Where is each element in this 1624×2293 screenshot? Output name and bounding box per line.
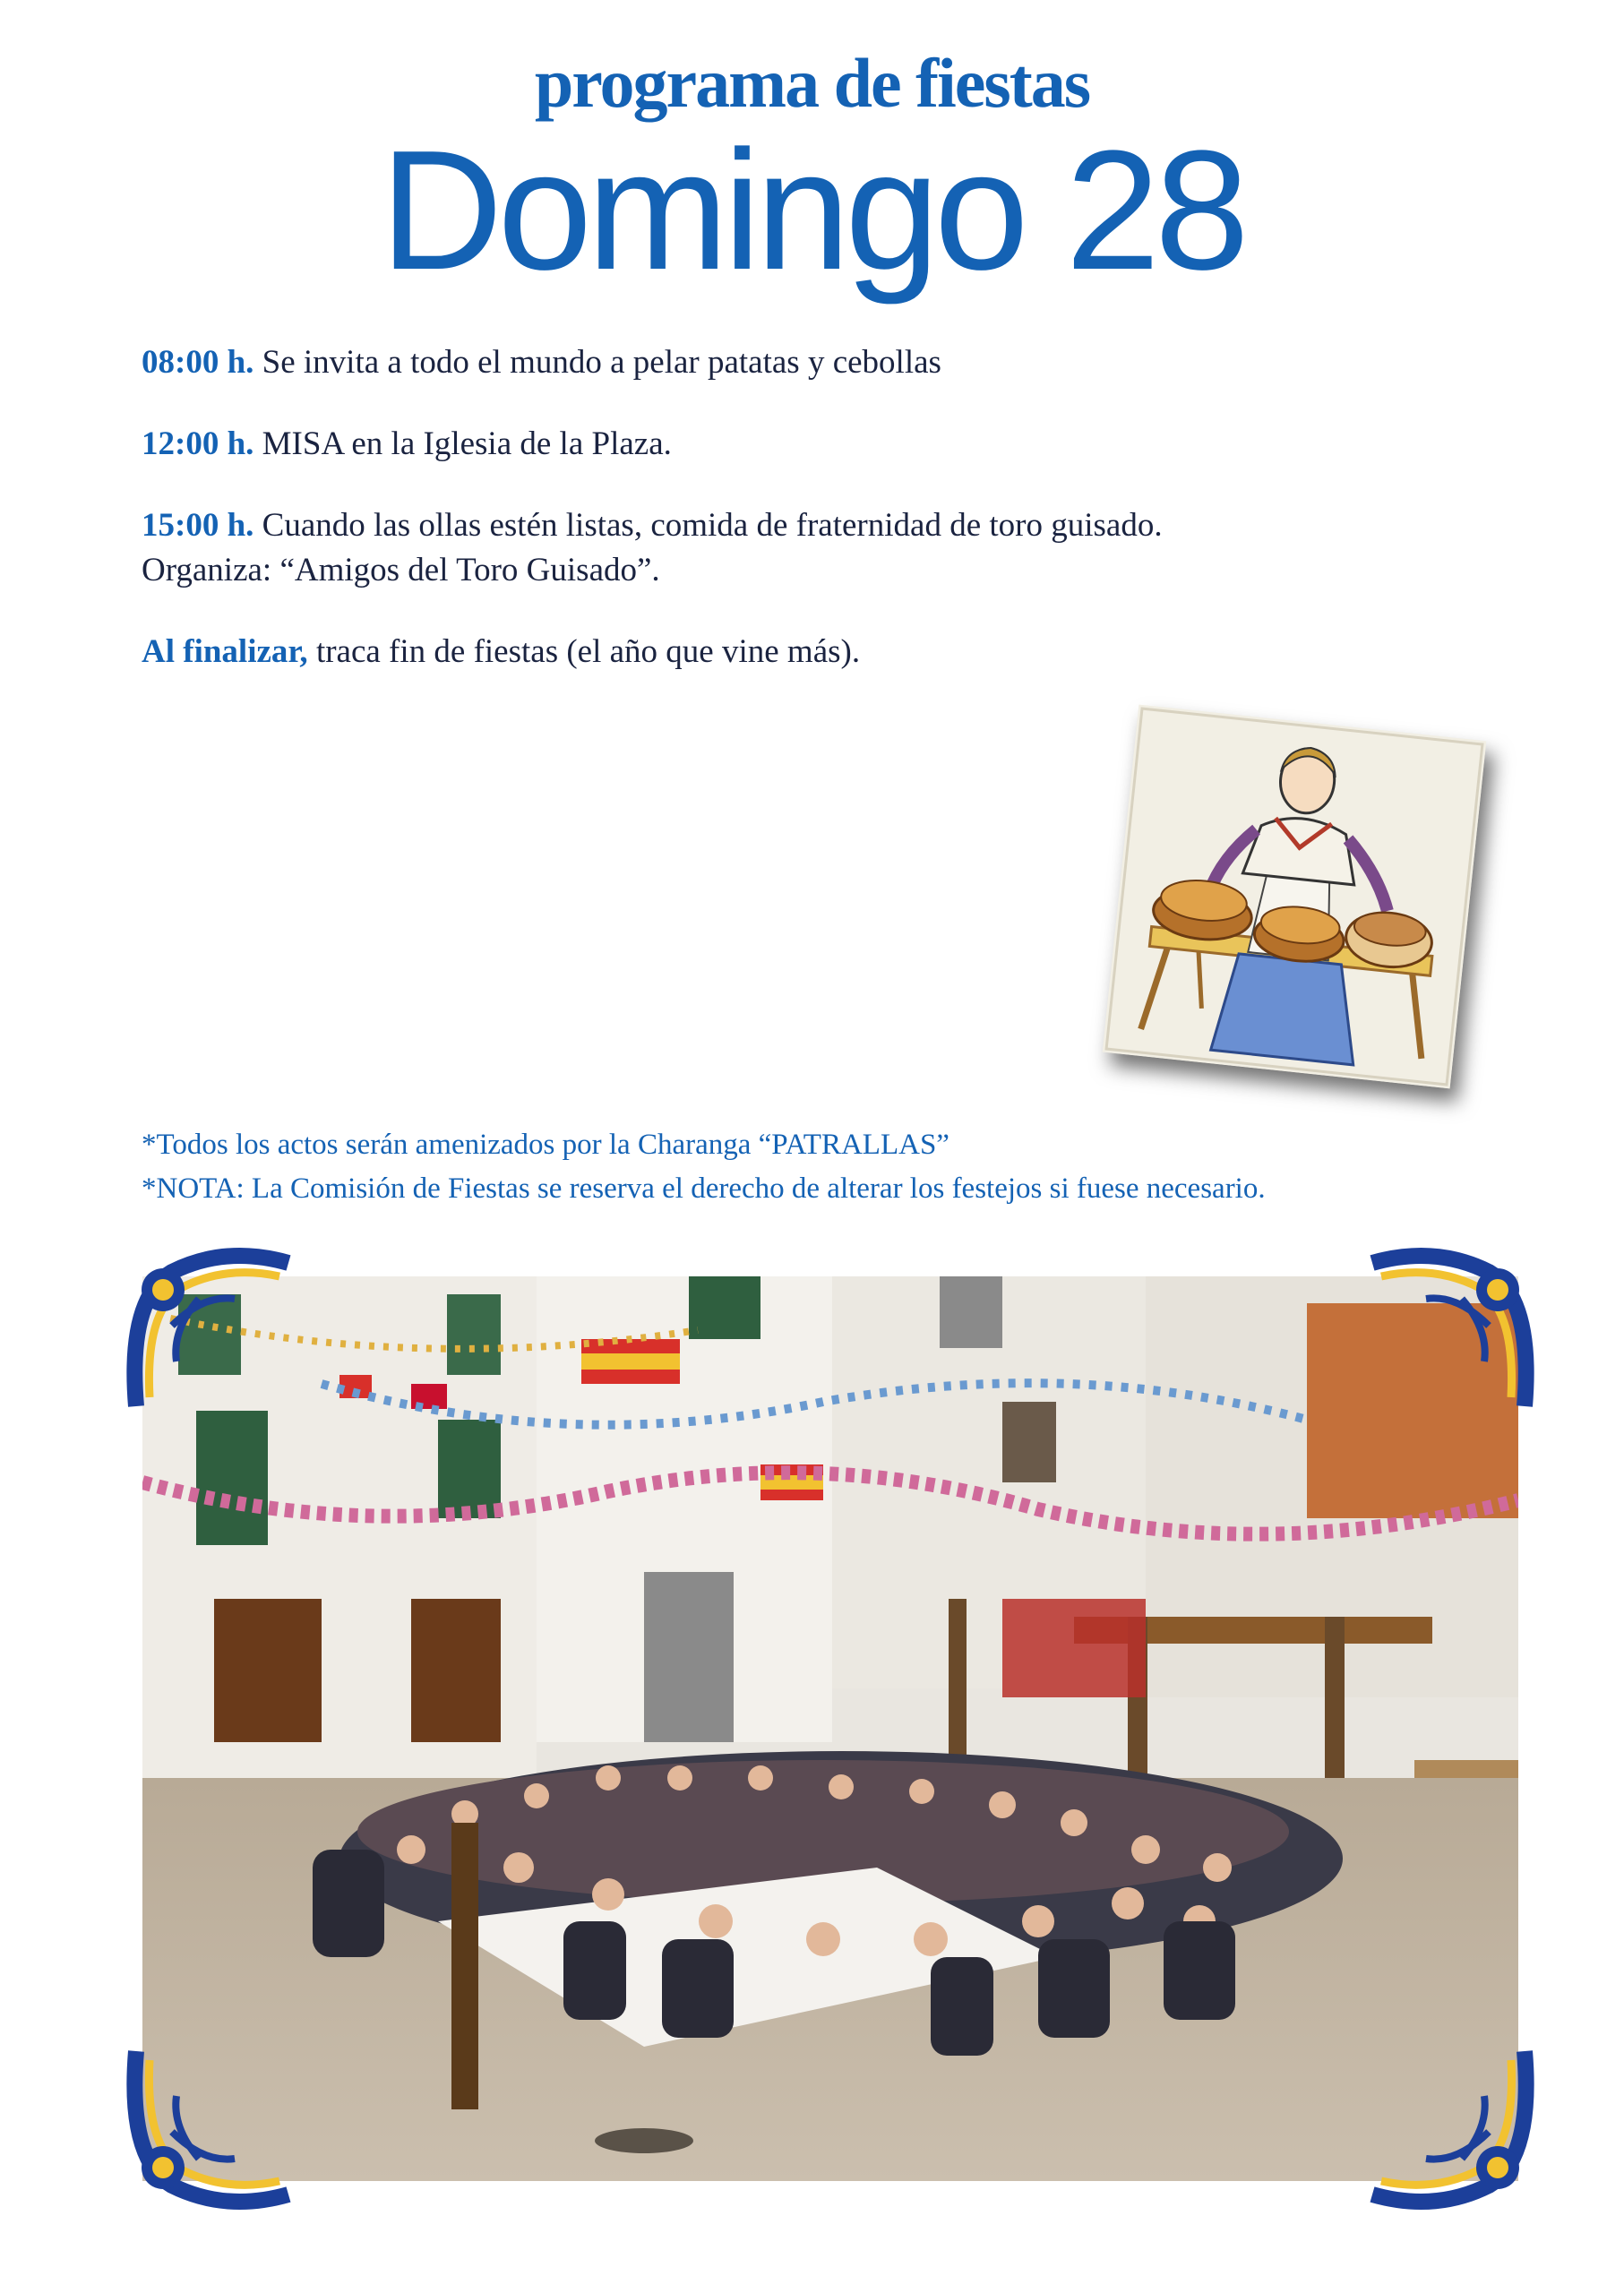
ornament-corner-icon	[1354, 1245, 1542, 1433]
ornament-corner-icon	[1354, 2024, 1542, 2212]
schedule-list	[142, 340, 1539, 711]
schedule-text: Cuando las ollas estén listas, comida de fraternidad de toro guisado.	[262, 507, 1163, 544]
schedule-text: MISA en la Iglesia de la Plaza.	[262, 425, 672, 462]
note-line: *NOTA: La Comisión de Fiestas se reserva el derecho de alterar los festejos si fuese necesario.	[142, 1172, 1266, 1205]
notes-block	[142, 1123, 1575, 1211]
schedule-text: Se invita a todo el mundo a pelar patatas y cebollas	[262, 344, 941, 381]
schedule-entry	[142, 422, 1539, 467]
street-meal-photo-icon	[142, 1276, 1518, 2181]
group-photo	[142, 1276, 1518, 2181]
ceramic-tile-image	[1103, 705, 1487, 1089]
page-title: Domingo 28	[380, 116, 1244, 305]
schedule-organizer: Organiza: “Amigos del Toro Guisado”.	[142, 552, 660, 588]
schedule-time: Al finalizar,	[142, 633, 308, 670]
baker-woman-icon	[1103, 705, 1487, 1089]
schedule-time: 15:00 h.	[142, 507, 254, 544]
ornament-corner-icon	[118, 2024, 306, 2212]
note-line: *Todos los actos serán amenizados por la Charanga “PATRALLAS”	[142, 1129, 949, 1161]
schedule-time: 08:00 h.	[142, 344, 254, 381]
schedule-text: traca fin de fiestas (el año que vine más).	[315, 633, 861, 670]
schedule-entry	[142, 340, 1539, 385]
schedule-entry	[142, 630, 1539, 674]
photo-frame	[118, 1245, 1542, 2212]
ornament-corner-icon	[118, 1245, 306, 1433]
schedule-time: 12:00 h.	[142, 425, 254, 462]
schedule-entry	[142, 503, 1539, 593]
program-subtitle: programa de fiestas	[534, 44, 1090, 122]
